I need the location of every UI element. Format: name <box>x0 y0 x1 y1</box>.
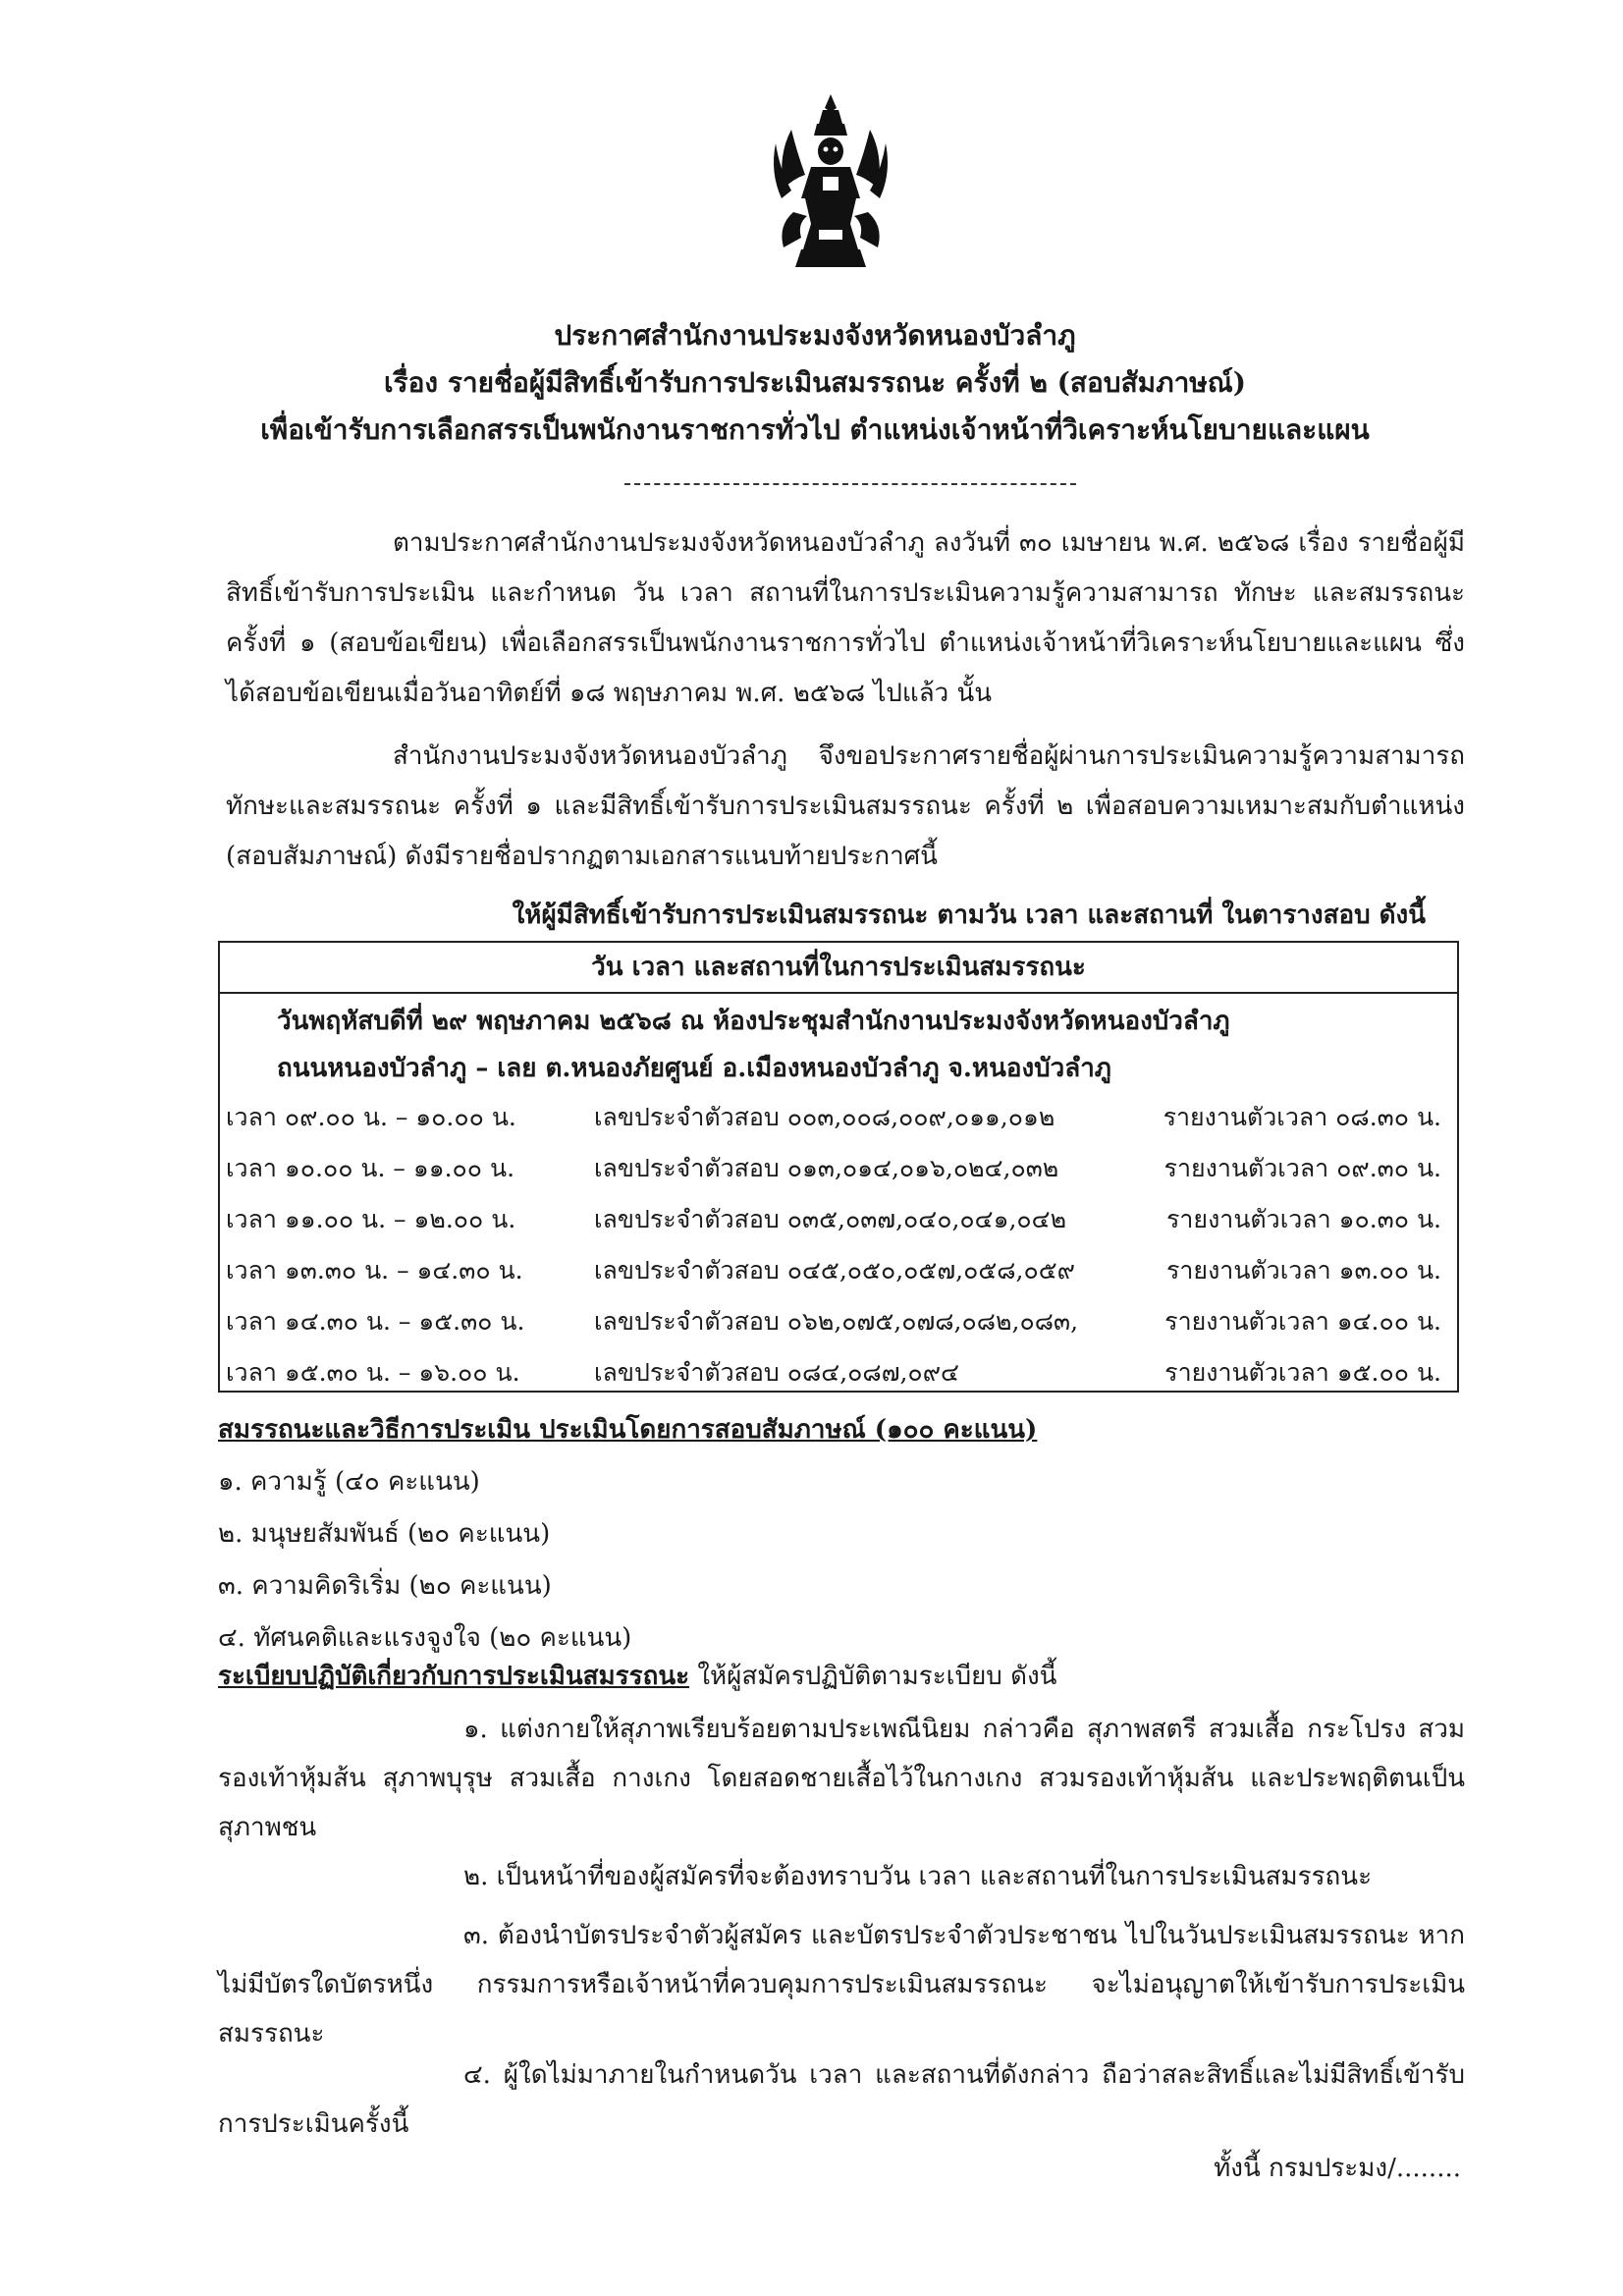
rules-heading: ระเบียบปฏิบัติเกี่ยวกับการประเมินสมรรถนะ <box>218 1662 690 1691</box>
slot-time: เวลา ๑๐.๐๐ น. – ๑๑.๐๐ น. <box>226 1154 515 1182</box>
schedule-venue <box>220 994 1457 1092</box>
slot-report-time: รายงานตัวเวลา ๑๕.๐๐ น. <box>1164 1358 1441 1387</box>
rule-item: ๑. แต่งกายให้สุภาพเรียบร้อยตามประเพณีนิยม กล่าวคือ สุภาพสตรี สวมเสื้อ กระโปรง สวมรองเท้าหุ้มส้น สุภาพบุรุษ สวมเสื้อ กางเกง โดยสอดชายเสื้อไว้ในกางเกง สวมรองเท้าหุ้มส้น และประพฤติตนเป็นสุภาพชน <box>218 1715 1465 1842</box>
schedule-heading: ให้ผู้มีสิทธิ์เข้ารับการประเมินสมรรถนะ ตามวัน เวลา และสถานที่ ในตารางสอบ ดังนี้ <box>512 901 1426 930</box>
schedule-slot <box>220 1092 1457 1143</box>
schedule-slot <box>220 1194 1457 1245</box>
schedule-slot <box>220 1296 1457 1347</box>
schedule-slot <box>220 1143 1457 1194</box>
paragraph-announcement: สำนักงานประมงจังหวัดหนองบัวลำภู จึงขอประกาศรายชื่อผู้ผ่านการประเมินความรู้ความสามารถทักษะและสมรรถนะ ครั้งที่ ๑ และมีสิทธิ์เข้ารับการประเมินสมรรถนะ ครั้งที่ ๒ เพื่อสอบความเหมาะสมกับตำแหน่ง (สอบสัมภาษณ์) ดังมีรายชื่อปรากฏตามเอกสารแนบท้ายประกาศนี้ <box>226 741 1465 871</box>
page-continuation: ทั้งนี้ กรมประมง/........ <box>1214 2154 1461 2183</box>
schedule-slot <box>220 1347 1457 1398</box>
garuda-emblem-icon <box>762 90 899 272</box>
slot-time: เวลา ๑๕.๓๐ น. – ๑๖.๐๐ น. <box>226 1358 520 1387</box>
rules-heading-line <box>218 1652 1465 1701</box>
slot-time: เวลา ๑๔.๓๐ น. – ๑๕.๓๐ น. <box>226 1307 525 1336</box>
slot-report-time: รายงานตัวเวลา ๐๘.๓๐ น. <box>1163 1103 1441 1131</box>
title-divider <box>624 483 1076 485</box>
slot-time: เวลา ๐๙.๐๐ น. – ๑๐.๐๐ น. <box>226 1103 516 1131</box>
competency-item: ๔. ทัศนคติและแรงจูงใจ (๒๐ คะแนน) <box>218 1623 632 1653</box>
slot-report-time: รายงานตัวเวลา ๑๔.๐๐ น. <box>1164 1307 1441 1336</box>
schedule-header: วัน เวลา และสถานที่ในการประเมินสมรรถนะ <box>220 943 1457 994</box>
slot-report-time: รายงานตัวเวลา ๑๐.๓๐ น. <box>1165 1205 1441 1233</box>
venue-line-2: ถนนหนองบัวลำภู – เลย ต.หนองภัยศูนย์ อ.เมืองหนองบัวลำภู จ.หนองบัวลำภู <box>277 1054 1111 1083</box>
slot-exam-ids: เลขประจำตัวสอบ ๐๔๕,๐๕๐,๐๕๗,๐๕๘,๐๕๙ <box>594 1256 1075 1285</box>
slot-exam-ids: เลขประจำตัวสอบ ๐๑๓,๐๑๔,๐๑๖,๐๒๔,๐๓๒ <box>594 1154 1059 1182</box>
paragraph-reference: ตามประกาศสำนักงานประมงจังหวัดหนองบัวลำภู ลงวันที่ ๓๐ เมษายน พ.ศ. ๒๕๖๘ เรื่อง รายชื่อผู้มีสิทธิ์เข้ารับการประเมิน และกำหนด วัน เวลา สถานที่ในการประเมินความรู้ความสามารถ ทักษะ และสมรรถนะ ครั้งที่ ๑ (สอบข้อเขียน) เพื่อเลือกสรรเป็นพนักงานราชการทั่วไป ตำแหน่งเจ้าหน้าที่วิเคราะห์นโยบายและแผน ซึ่งได้สอบข้อเขียนเมื่อวันอาทิตย์ที่ ๑๘ พฤษภาคม พ.ศ. ๒๕๖๘ ไปแล้ว นั้น <box>226 528 1465 708</box>
rule-item: ๓. ต้องนำบัตรประจำตัวผู้สมัคร และบัตรประจำตัวประชาชน ไปในวันประเมินสมรรถนะ หากไม่มีบัตรใดบัตรหนึ่ง กรรมการหรือเจ้าหน้าที่ควบคุมการประเมินสมรรถนะ จะไม่อนุญาตให้เข้ารับการประเมินสมรรถนะ <box>218 1921 1465 2049</box>
rule-item: ๔. ผู้ใดไม่มาภายในกำหนดวัน เวลา และสถานที่ดังกล่าว ถือว่าสละสิทธิ์และไม่มีสิทธิ์เข้ารับการประเมินครั้งนี้ <box>218 2060 1465 2139</box>
announcement-title <box>177 312 1453 454</box>
slot-exam-ids: เลขประจำตัวสอบ ๐๓๕,๐๓๗,๐๔๐,๐๔๑,๐๔๒ <box>594 1205 1067 1233</box>
title-line-1: ประกาศสำนักงานประมงจังหวัดหนองบัวลำภู <box>554 319 1076 352</box>
competency-heading: สมรรถนะและวิธีการประเมิน ประเมินโดยการสอบสัมภาษณ์ (๑๐๐ คะแนน) <box>218 1415 1038 1445</box>
title-line-3: เพื่อเข้ารับการเลือกสรรเป็นพนักงานราชการทั่วไป ตำแหน่งเจ้าหน้าที่วิเคราะห์นโยบายและแผน <box>260 413 1370 446</box>
slot-report-time: รายงานตัวเวลา ๑๓.๐๐ น. <box>1165 1256 1441 1285</box>
schedule-slot <box>220 1245 1457 1296</box>
competency-item: ๒. มนุษยสัมพันธ์ (๒๐ คะแนน) <box>218 1519 551 1549</box>
venue-line-1: วันพฤหัสบดีที่ ๒๙ พฤษภาคม ๒๕๖๘ ณ ห้องประชุมสำนักงานประมงจังหวัดหนองบัวลำภู <box>277 1007 1230 1036</box>
slot-report-time: รายงานตัวเวลา ๐๙.๓๐ น. <box>1163 1154 1441 1182</box>
competency-item: ๓. ความคิดริเริ่ม (๒๐ คะแนน) <box>218 1571 552 1601</box>
schedule-table <box>218 941 1459 1393</box>
title-line-2: เรื่อง รายชื่อผู้มีสิทธิ์เข้ารับการประเมินสมรรถนะ ครั้งที่ ๒ (สอบสัมภาษณ์) <box>383 366 1246 399</box>
slot-exam-ids: เลขประจำตัวสอบ ๐๘๔,๐๘๗,๐๙๔ <box>594 1358 959 1387</box>
rule-item: ๒. เป็นหน้าที่ของผู้สมัครที่จะต้องทราบวัน เวลา และสถานที่ในการประเมินสมรรถนะ <box>463 1862 1373 1891</box>
slot-time: เวลา ๑๑.๐๐ น. – ๑๒.๐๐ น. <box>226 1205 516 1233</box>
slot-exam-ids: เลขประจำตัวสอบ ๐๖๒,๐๗๕,๐๗๘,๐๘๒,๐๘๓, <box>594 1307 1079 1336</box>
slot-time: เวลา ๑๓.๓๐ น. – ๑๔.๓๐ น. <box>226 1256 523 1285</box>
competency-section <box>218 1404 1465 1665</box>
competency-item: ๑. ความรู้ (๔๐ คะแนน) <box>218 1467 480 1497</box>
slot-exam-ids: เลขประจำตัวสอบ ๐๐๓,๐๐๘,๐๐๙,๐๑๑,๐๑๒ <box>594 1103 1055 1131</box>
rules-heading-suffix: ให้ผู้สมัครปฏิบัติตามระเบียบ ดังนี้ <box>697 1662 1057 1691</box>
